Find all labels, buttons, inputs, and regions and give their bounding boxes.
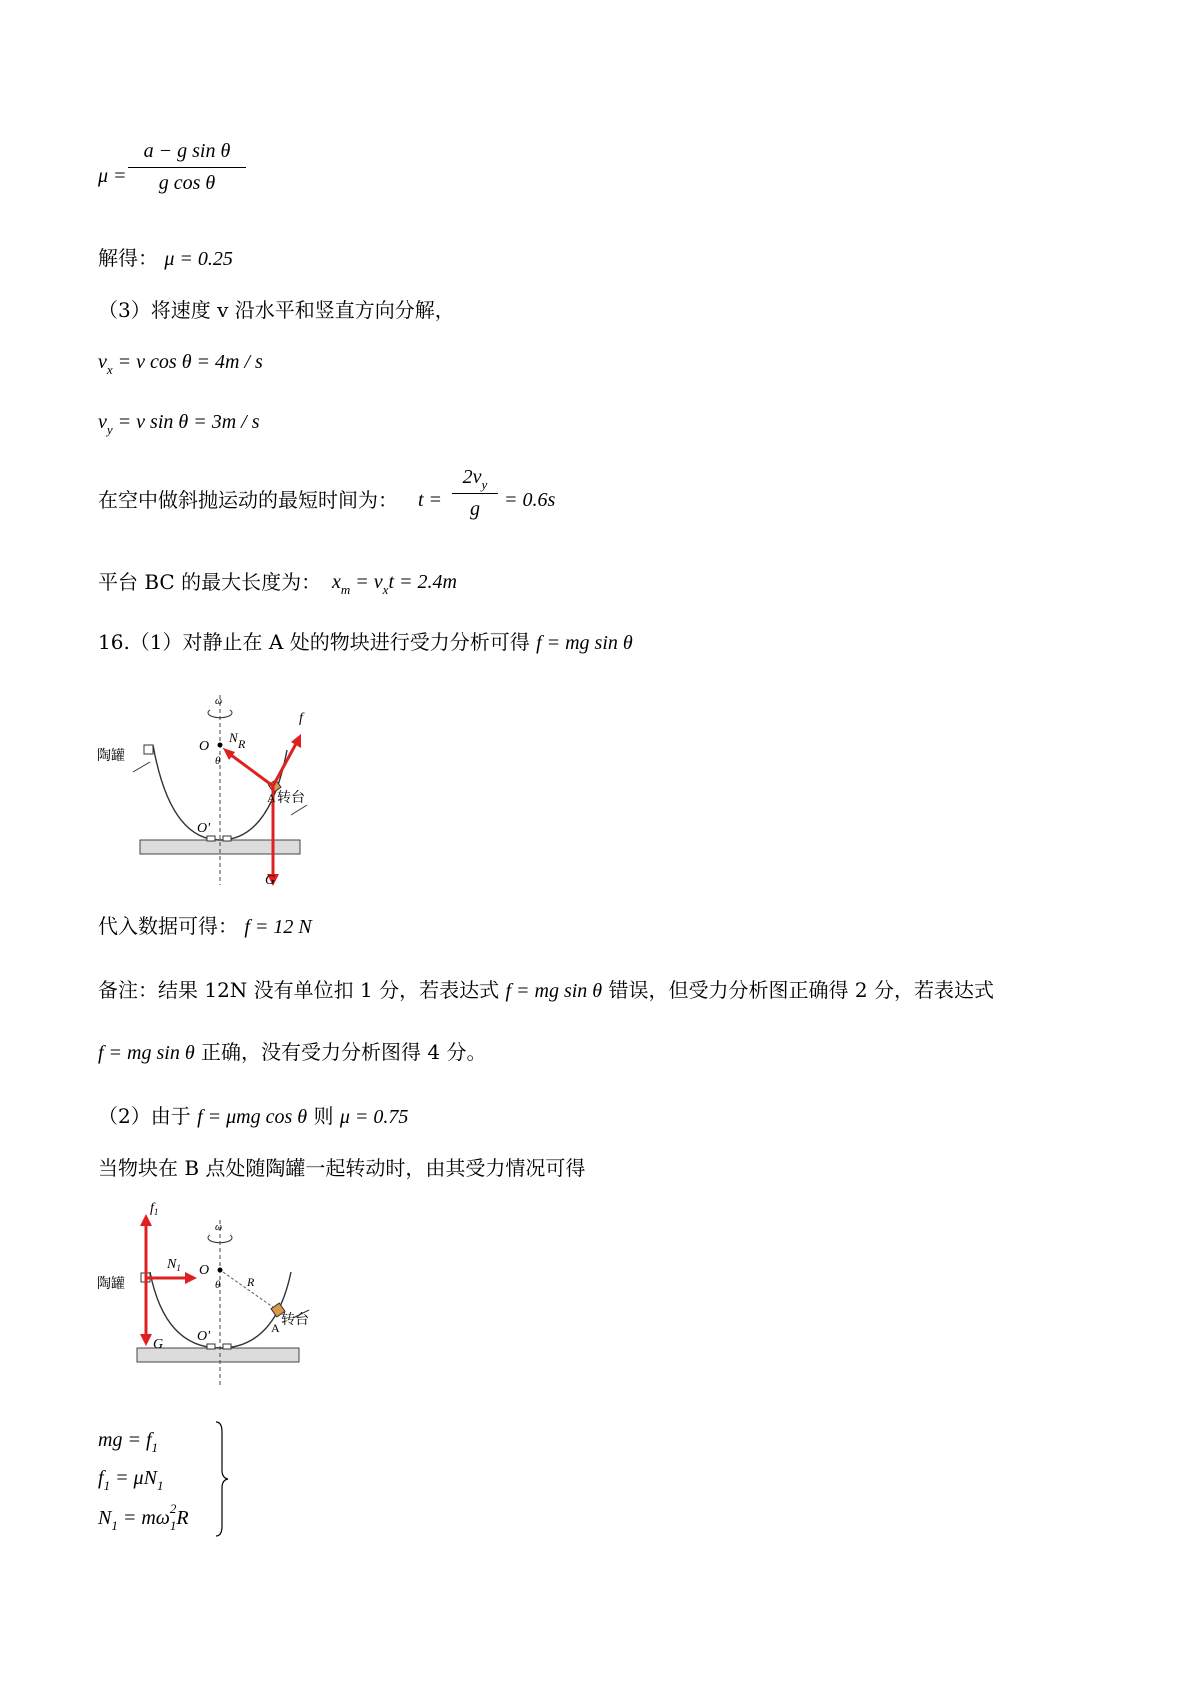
leader-line xyxy=(291,805,307,815)
label-turntable: 转台 xyxy=(281,1313,309,1328)
substitute-label: 代入数据可得： xyxy=(98,914,238,938)
time-denominator: g xyxy=(470,498,480,520)
label-r: R xyxy=(247,1275,255,1289)
normal-force-arrow xyxy=(227,752,273,786)
time-numerator: $2v_y$ xyxy=(462,466,488,492)
time-label: 在空中做斜抛运动的最短时间为： xyxy=(98,488,398,512)
when-b-line: 当物块在 B 点处随陶罐一起转动时，由其受力情况可得 xyxy=(98,1156,586,1180)
fraction-bar xyxy=(452,493,498,494)
label-turntable: 转台 xyxy=(277,791,305,806)
note-text: 错误，但受力分析图正确得 2 分，若表达式 xyxy=(608,978,994,1002)
note-text: 正确，没有受力分析图得 4 分。 xyxy=(201,1040,487,1064)
label-jar: 陶罐 xyxy=(97,749,125,764)
label-omega: ω xyxy=(215,696,223,707)
system-eq-1: mg = $f_1$ xyxy=(98,1429,158,1455)
label-omega: ω xyxy=(215,1222,223,1233)
time-fraction xyxy=(452,466,498,521)
jar-foot xyxy=(207,836,215,841)
right-brace xyxy=(214,1420,230,1538)
substitute-expr: f = 12 N xyxy=(244,916,312,938)
note-expr: f = mg sin θ xyxy=(505,980,603,1002)
q16-line xyxy=(98,630,633,655)
part2-line xyxy=(98,1104,408,1129)
arrowhead xyxy=(185,1272,197,1284)
label-jar: 陶罐 xyxy=(97,1277,125,1292)
part3-line: （3）将速度 v 沿水平和竖直方向分解， xyxy=(98,298,455,322)
label-o-prime: O' xyxy=(197,1329,211,1344)
note-line-2 xyxy=(98,1040,486,1065)
label-f: f xyxy=(299,711,303,726)
substitute-line xyxy=(98,914,312,939)
part2-text: 则 xyxy=(313,1104,334,1128)
block-b xyxy=(144,745,153,754)
time-lhs: t = xyxy=(418,489,443,511)
part2-expr: f = μmg cos θ xyxy=(197,1106,308,1128)
force-diagram-2 xyxy=(95,1190,335,1390)
label-g: G xyxy=(153,1337,164,1352)
bc-label: 平台 BC 的最大长度为： xyxy=(98,570,322,594)
mu-fraction xyxy=(128,140,246,195)
time-rhs: = 0.6s xyxy=(504,489,556,511)
label-a: A xyxy=(267,791,276,805)
vy-symbol: $v_y$ xyxy=(98,411,113,437)
q16-text: 16.（1）对静止在 A 处的物块进行受力分析可得 xyxy=(98,630,530,654)
center-point-o xyxy=(218,1268,223,1273)
solve-label: 解得： xyxy=(98,246,158,270)
arrowhead xyxy=(140,1334,152,1346)
bc-expr: $x_m = v_xt = 2.4m$ xyxy=(332,571,457,597)
system-eq-3: $N_1 = m\omega$ 2 $_1$R xyxy=(98,1501,189,1533)
label-o: O xyxy=(199,739,210,754)
label-r: R xyxy=(238,737,246,751)
label-a: A xyxy=(271,1321,280,1335)
leader-line xyxy=(133,762,150,772)
label-n1: $N_1$ xyxy=(167,1257,181,1273)
jar-foot xyxy=(223,836,231,841)
jar-foot xyxy=(223,1344,231,1349)
fraction-bar xyxy=(128,167,246,168)
note-line-1 xyxy=(98,978,994,1003)
solve-mu-line xyxy=(98,246,233,271)
jar-foot xyxy=(207,1344,215,1349)
vx-equation xyxy=(98,350,263,376)
force-diagram-1 xyxy=(95,690,335,890)
vy-expr: = v sin θ = 3m / s xyxy=(117,411,260,433)
mu-numerator: a − g sin θ xyxy=(143,140,231,162)
mu-lhs: μ = xyxy=(98,165,127,187)
label-o: O xyxy=(199,1263,210,1278)
vx-symbol: $v_x$ xyxy=(98,351,113,377)
label-o-prime: O' xyxy=(197,821,211,836)
system-eq-2: $f_1 = \mu N_1$ xyxy=(98,1467,164,1493)
solve-expr: μ = 0.25 xyxy=(164,248,233,270)
part2-expr: μ = 0.75 xyxy=(339,1106,409,1128)
q16-expr: f = mg sin θ xyxy=(536,632,633,654)
label-theta: θ xyxy=(215,755,221,767)
vx-expr: = v cos θ = 4m / s xyxy=(117,351,263,373)
mu-denominator: g cos θ xyxy=(158,172,216,194)
center-point-o xyxy=(218,743,223,748)
friction-arrow xyxy=(273,740,298,786)
label-n: N xyxy=(229,730,238,745)
vy-equation xyxy=(98,410,260,436)
label-f1: $f_1$ xyxy=(150,1201,159,1217)
note-expr: f = mg sin θ xyxy=(98,1042,195,1064)
label-g: G xyxy=(265,873,276,888)
note-text: 备注：结果 12N 没有单位扣 1 分，若表达式 xyxy=(98,978,500,1002)
part2-text: （2）由于 xyxy=(98,1104,191,1128)
label-theta: θ xyxy=(215,1279,221,1291)
